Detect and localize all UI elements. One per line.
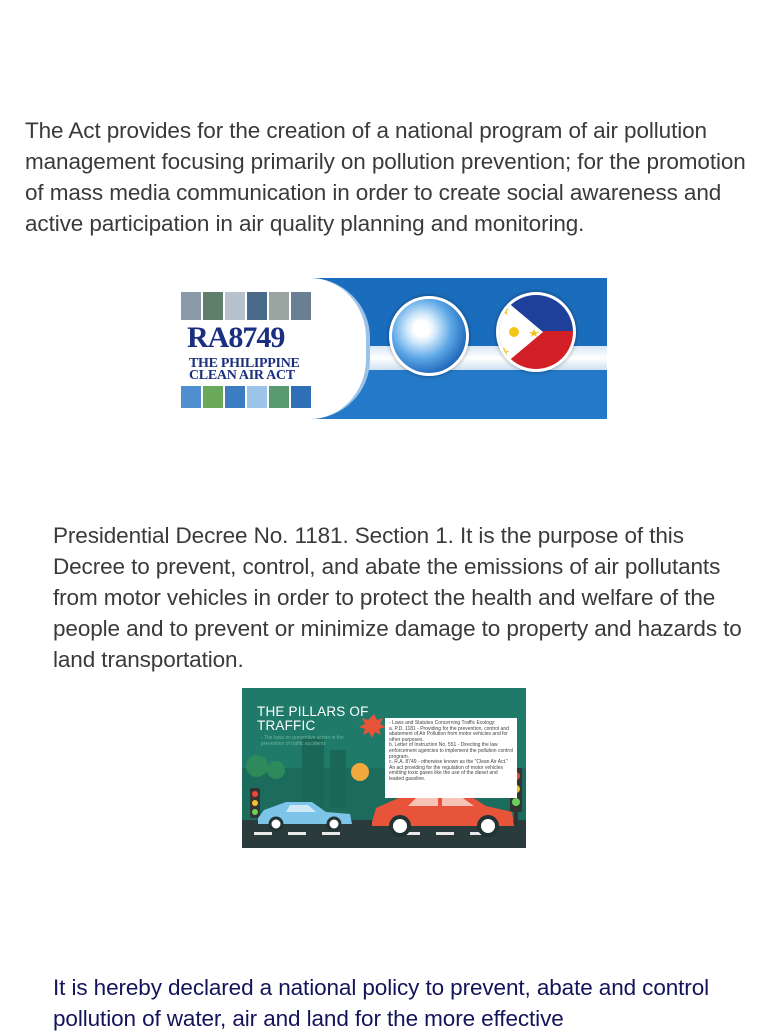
traffic-light-left-icon (250, 788, 260, 818)
banner-title-panel (161, 278, 370, 419)
sun-icon (351, 763, 369, 781)
philippine-flag-globe-icon (496, 292, 576, 372)
photo-collage-bottom (181, 386, 311, 408)
intro-paragraph: The Act provides for the creation of a national program of air pollution management focusing primarily on pollution prevention; for the promotion of mass media communication in order to create social awareness and active participation in air quality planning and monitoring. (25, 118, 746, 236)
pillars-of-traffic-infographic (242, 688, 526, 848)
ra8749-banner-image (161, 278, 607, 419)
info-line: c. R.A. 8749 - otherwise known as the "Clean Air Act." An act providing for the regulation of motor vehicles emitting toxic gases like the use of the diesel and leaded gasoline. (389, 759, 509, 782)
policy-paragraph: It is hereby declared a national policy to prevent, abate and control pollution of water, air and land for the more effective (53, 975, 710, 1031)
info-line: b. Letter of Instruction No. 551 - Directing the law enforcement agencies to implement the pollution control program. (389, 742, 513, 760)
info-line: - Laws and Statutes Concerning Traffic Ecology: (389, 720, 496, 726)
act-code-number: 8749 (228, 321, 285, 354)
info-line: a. P.D. 1181 - Providing for the prevention, control and abatement of Air Pollution from motor vehicles and for other purposes. (389, 725, 509, 743)
photo-collage-top (181, 292, 311, 320)
sky-globe-icon (389, 296, 469, 376)
decree-paragraph: Presidential Decree No. 1181. Section 1. It is the purpose of this Decree to prevent, control, and abate the emissions of air pollutants from motor vehicles in order to protect the health and welfare of the people and to prevent or minimize damage to property and hazards to land transportation. (53, 523, 742, 672)
infographic-subtitle: - The laws on preventive action in the prevention of traffic accidents (261, 735, 344, 747)
act-code (187, 321, 284, 355)
act-name: THE PHILIPPINE CLEAN AIR ACT (189, 356, 300, 383)
act-code-prefix: RA (187, 321, 229, 354)
infographic-title: THE PILLARS OF TRAFFIC (257, 704, 369, 733)
infographic-info-box (385, 718, 517, 798)
